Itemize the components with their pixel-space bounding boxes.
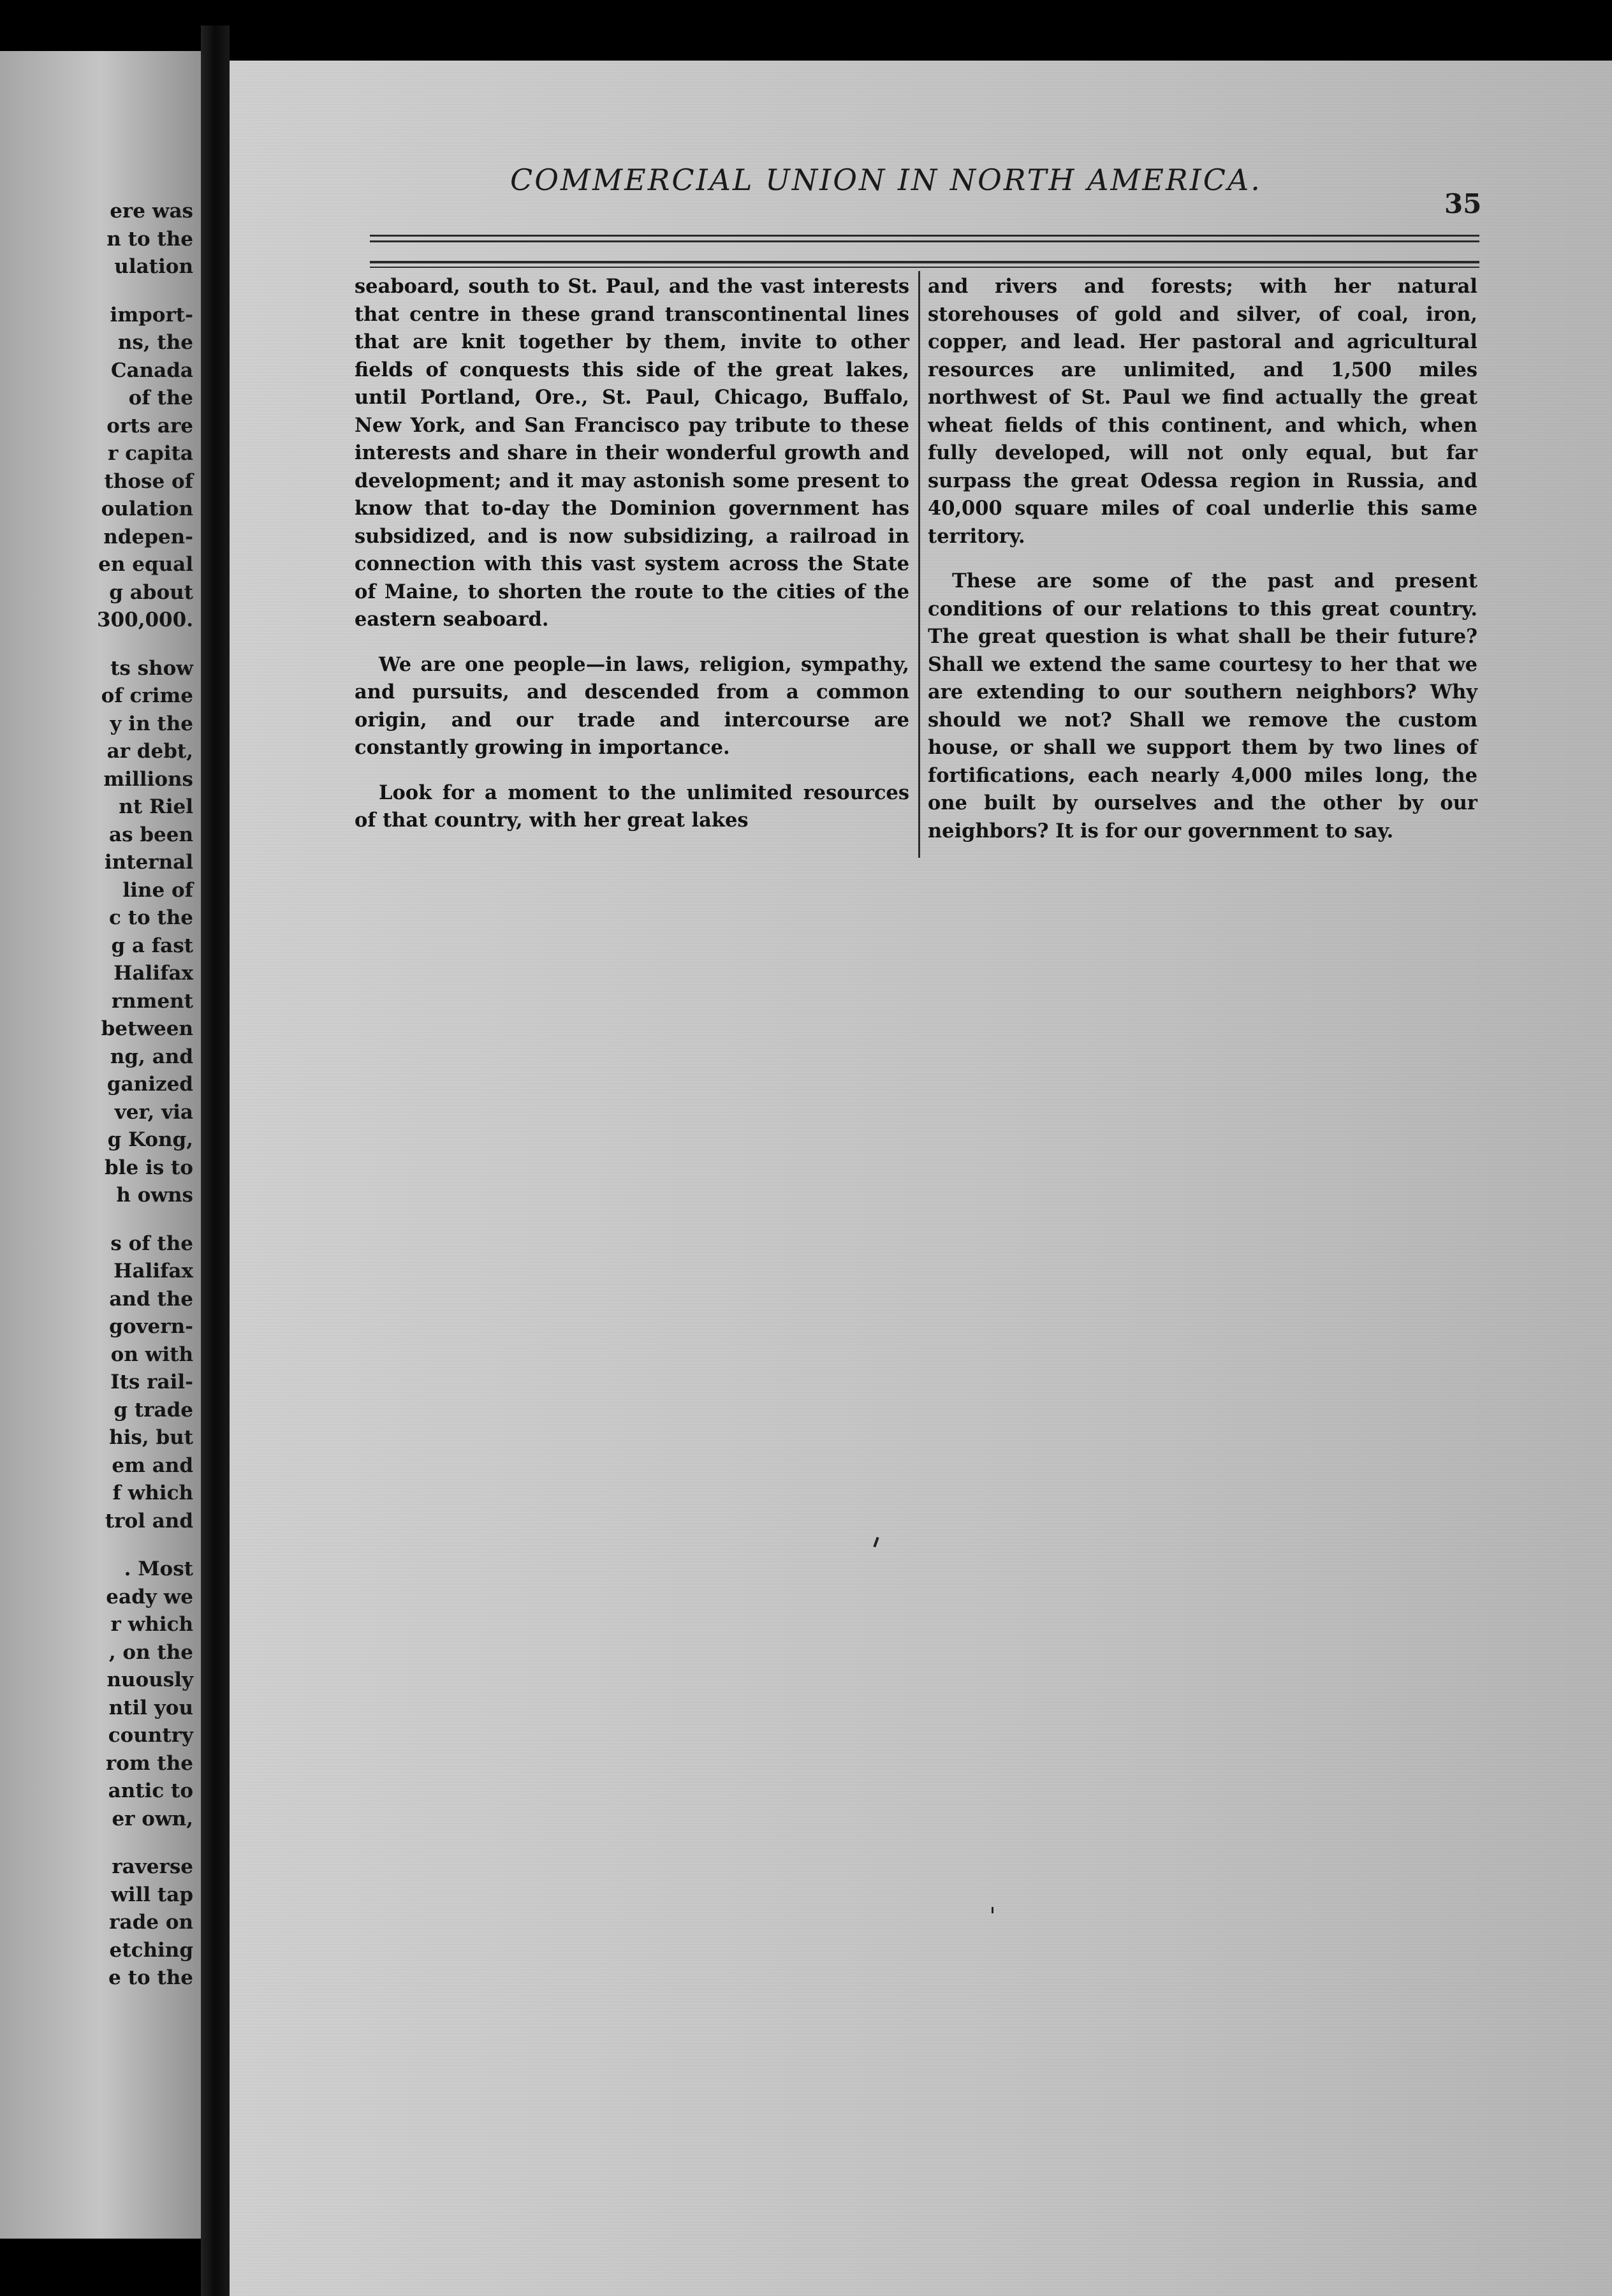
page-number: 35 bbox=[1444, 188, 1482, 219]
left-paragraph-6 bbox=[2, 1853, 193, 1992]
text-line: as been bbox=[109, 823, 193, 846]
text-line: ts show bbox=[110, 656, 193, 680]
text-line: millions bbox=[103, 767, 193, 791]
left-paragraph-2 bbox=[2, 302, 193, 635]
text-line: ntil you bbox=[108, 1696, 193, 1719]
text-column-left bbox=[355, 273, 909, 852]
text-line: his, but bbox=[109, 1426, 193, 1449]
text-line: will tap bbox=[111, 1883, 193, 1906]
text-line: those of bbox=[104, 469, 193, 493]
text-line: Canada bbox=[110, 358, 193, 382]
text-line: between bbox=[101, 1017, 193, 1040]
text-line: internal bbox=[104, 851, 193, 874]
text-line: g about bbox=[109, 580, 193, 604]
paragraph: We are one people—in laws, religion, sympathy, and pursuits, and descended from a common origin, and our trade and intercourse are constantly growing in importance. bbox=[355, 652, 909, 759]
text-line: n to the bbox=[106, 227, 193, 251]
text-line: f which bbox=[112, 1482, 193, 1505]
text-line: en equal bbox=[98, 553, 193, 576]
text-line: trol and bbox=[105, 1509, 193, 1533]
header-rule bbox=[370, 267, 1479, 268]
text-line: c to the bbox=[108, 906, 193, 929]
text-line: of the bbox=[128, 386, 193, 409]
left-paragraph-5 bbox=[2, 1556, 193, 1833]
text-line: etching bbox=[109, 1938, 193, 1962]
text-line: orts are bbox=[106, 414, 193, 438]
text-line: govern- bbox=[109, 1315, 193, 1338]
text-line: r which bbox=[110, 1613, 193, 1636]
text-line: on with bbox=[110, 1343, 193, 1366]
book-gutter bbox=[201, 26, 230, 2296]
text-line: s of the bbox=[110, 1232, 193, 1255]
text-line: raverse bbox=[112, 1855, 193, 1878]
text-line: g a fast bbox=[111, 934, 193, 957]
text-line: eady we bbox=[106, 1585, 193, 1608]
text-line: nt Riel bbox=[119, 795, 193, 818]
text-line: ndepen- bbox=[103, 525, 193, 548]
paragraph: Look for a moment to the unlimited resources of that country, with her great lakes bbox=[355, 781, 909, 832]
text-line: Halifax bbox=[114, 1260, 193, 1283]
text-line: , on the bbox=[108, 1640, 193, 1664]
header-rule bbox=[370, 261, 1479, 263]
text-line: 300,000. bbox=[96, 608, 193, 631]
text-line: ere was bbox=[110, 200, 193, 223]
text-line: line of bbox=[122, 878, 193, 902]
text-line: y in the bbox=[110, 712, 193, 735]
text-line: rnment bbox=[111, 989, 193, 1013]
text-line: rade on bbox=[109, 1911, 193, 1934]
paragraph: These are some of the past and present conditions of our relations to this great country. The great question is what shall be their future? Shall we extend the same courtesy to her that we are extending to our southern neighbors? Why should we not? Shall we remove the custom house, or shall we support them by two lines of fortifications, each nearly 4,000 miles long, the one built by ourselves and the other by our neighbors? It is for our government to say. bbox=[928, 570, 1477, 843]
paragraph: and rivers and forests; with her natural storehouses of gold and silver, of coal, iron, copper, and lead. Her pastoral and agricultural resources are unlimited, and 1,500 miles northwest of St. Paul we find actually the great wheat fields of this continent, and which, when fully developed, will not only equal, but far surpass the great Odessa region in Russia, and 40,000 square miles of coal underlie this same territory. bbox=[928, 275, 1477, 548]
column-divider bbox=[918, 271, 920, 858]
text-line: oulation bbox=[101, 497, 193, 520]
book-page-left-fragment bbox=[0, 51, 201, 2239]
text-line: Its rail- bbox=[110, 1371, 193, 1394]
text-line: rom the bbox=[105, 1751, 193, 1775]
text-line: nuously bbox=[106, 1668, 193, 1691]
text-line: Halifax bbox=[114, 962, 193, 985]
text-line: ulation bbox=[114, 255, 193, 278]
left-paragraph-3 bbox=[2, 655, 193, 1210]
paragraph: seaboard, south to St. Paul, and the vast interests that centre in these grand transcontinental lines that are knit together by them, invite to other fields of conquests this side of the great lakes, until Portland, Ore., St. Paul, Chicago, Buffalo, New York, and San Francisco pay tribute to these interests and share in their wonderful growth and development; and it may astonish some present to know that to-day the Dominion government has subsidized, and is now subsidizing, a railroad in connection with this vast system across the State of Maine, to shorten the route to the cities of the eastern seaboard. bbox=[355, 275, 909, 631]
text-line: r capita bbox=[108, 442, 193, 465]
text-line: g trade bbox=[114, 1398, 193, 1422]
text-line: ns, the bbox=[117, 331, 193, 354]
text-line: ganized bbox=[106, 1073, 193, 1096]
header-rule bbox=[370, 240, 1479, 242]
text-line: g Kong, bbox=[107, 1128, 193, 1151]
text-line: import- bbox=[110, 303, 193, 327]
text-line: h owns bbox=[116, 1184, 193, 1207]
header-rule bbox=[370, 235, 1479, 237]
text-line: ng, and bbox=[110, 1045, 193, 1068]
text-column-right bbox=[928, 273, 1477, 862]
running-title: COMMERCIAL UNION IN NORTH AMERICA. bbox=[510, 163, 1262, 197]
text-line: . Most bbox=[124, 1557, 193, 1580]
left-paragraph-4 bbox=[2, 1230, 193, 1536]
left-page-text bbox=[2, 198, 193, 2013]
text-line: and the bbox=[109, 1287, 193, 1311]
text-line: ble is to bbox=[105, 1156, 193, 1179]
left-paragraph-1 bbox=[2, 198, 193, 281]
text-line: er own, bbox=[112, 1807, 193, 1830]
text-line: ver, via bbox=[114, 1100, 193, 1124]
text-line: e to the bbox=[108, 1966, 193, 1989]
text-line: country bbox=[108, 1724, 193, 1747]
text-line: antic to bbox=[108, 1779, 193, 1802]
text-line: em and bbox=[112, 1453, 193, 1477]
text-line: ar debt, bbox=[106, 740, 193, 763]
scan-speck bbox=[992, 1907, 993, 1913]
text-line: of crime bbox=[101, 684, 193, 707]
